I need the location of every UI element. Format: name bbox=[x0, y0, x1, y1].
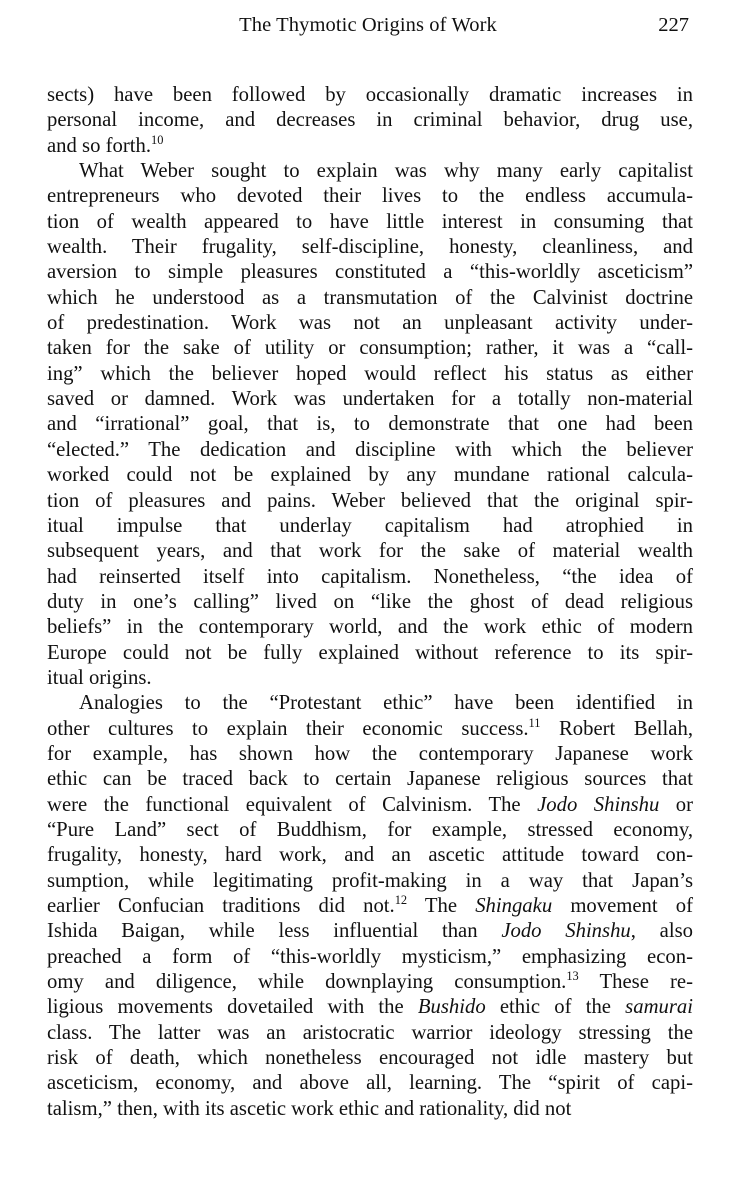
text-line bbox=[47, 742, 693, 767]
text-line bbox=[47, 260, 693, 285]
paragraph bbox=[47, 159, 693, 691]
text-line bbox=[47, 793, 693, 818]
text-line bbox=[47, 235, 693, 260]
text-segment: “elected.” The dedication and discipline with which the believer bbox=[47, 438, 693, 461]
text-segment: of predestination. Work was not an unpleasant activity under- bbox=[47, 312, 693, 335]
text-segment: sects) have been followed by occasionally dramatic increases in bbox=[47, 84, 693, 106]
text-line bbox=[47, 210, 693, 235]
text-segment: and “irrational” goal, that is, to demonstrate that one had been bbox=[47, 413, 693, 436]
text-segment: were the functional equivalent of Calvinism. The bbox=[47, 793, 538, 816]
text-segment: beliefs” in the contemporary world, and the work ethic of modern bbox=[47, 616, 693, 639]
text-line bbox=[47, 1046, 693, 1071]
text-segment: preached a form of “this-worldly mysticism,” emphasizing econ- bbox=[47, 945, 693, 968]
text-line bbox=[47, 666, 693, 691]
text-line bbox=[47, 108, 693, 133]
body-text bbox=[47, 83, 693, 1122]
text-segment: The bbox=[407, 895, 476, 917]
text-segment: had reinserted itself into capitalism. Nonetheless, “the idea of bbox=[47, 565, 693, 588]
text-line bbox=[47, 539, 693, 564]
text-line bbox=[47, 362, 693, 387]
text-segment: What Weber sought to explain was why many early capitalist bbox=[79, 160, 693, 183]
text-segment: saved or damned. Work was undertaken for a totally non-material bbox=[47, 388, 693, 411]
text-line bbox=[47, 159, 693, 184]
text-segment: , also bbox=[630, 920, 694, 943]
text-segment: ethic can be traced back to certain Japanese religious sources that bbox=[47, 768, 693, 791]
text-segment: Europe could not be fully explained without reference to its spir- bbox=[47, 641, 693, 664]
page-header bbox=[0, 10, 736, 40]
text-segment: asceticism, economy, and above all, learning. The “spirit of capi- bbox=[47, 1072, 693, 1095]
running-title: The Thymotic Origins of Work bbox=[239, 14, 497, 36]
text-segment: tion of wealth appeared to have little interest in consuming that bbox=[47, 210, 693, 233]
text-line bbox=[47, 83, 693, 108]
text-segment: Robert Bellah, bbox=[540, 717, 693, 740]
text-line bbox=[47, 438, 693, 463]
text-line bbox=[47, 286, 693, 311]
text-line bbox=[47, 818, 693, 843]
text-line bbox=[47, 590, 693, 615]
italic-term: Bushido bbox=[417, 996, 486, 1019]
text-segment: subsequent years, and that work for the sake of material wealth bbox=[47, 540, 693, 563]
text-segment: other cultures to explain their economic success. bbox=[47, 717, 529, 740]
text-segment: talism,” then, with its ascetic work ethic and rationality, did not bbox=[47, 1097, 572, 1120]
paragraph bbox=[47, 83, 693, 159]
italic-term: Jodo Shinshu bbox=[501, 920, 631, 943]
text-segment: Analogies to the “Protestant ethic” have been identified in bbox=[79, 692, 693, 715]
text-line bbox=[47, 919, 693, 944]
text-segment: wealth. Their frugality, self-discipline, honesty, cleanliness, and bbox=[47, 236, 693, 259]
text-segment: worked could not be explained by any mundane rational calcula- bbox=[47, 464, 693, 487]
text-segment: risk of death, which nonetheless encouraged not idle mastery but bbox=[47, 1047, 693, 1070]
text-line bbox=[47, 843, 693, 868]
footnote-ref: 11 bbox=[528, 715, 541, 730]
text-segment: earlier Confucian traditions did not. bbox=[47, 895, 395, 917]
footnote-ref: 10 bbox=[151, 132, 164, 147]
italic-term: samurai bbox=[625, 996, 693, 1019]
text-line bbox=[47, 615, 693, 640]
italic-term: Shingaku bbox=[475, 895, 553, 917]
text-line bbox=[47, 691, 693, 716]
text-segment: and so forth. bbox=[47, 134, 151, 157]
text-line bbox=[47, 184, 693, 209]
text-line bbox=[47, 995, 693, 1020]
text-segment: ing” which the believer hoped would reflect his status as either bbox=[47, 362, 693, 385]
text-line bbox=[47, 1097, 693, 1122]
text-segment: Ishida Baigan, while less influential than bbox=[47, 920, 502, 943]
text-line bbox=[47, 1071, 693, 1096]
page-number: 227 bbox=[658, 14, 689, 36]
text-segment: itual origins. bbox=[47, 666, 152, 689]
text-line bbox=[47, 514, 693, 539]
text-line bbox=[47, 894, 693, 919]
text-line bbox=[47, 387, 693, 412]
text-line bbox=[47, 869, 693, 894]
text-segment: entrepreneurs who devoted their lives to the endless accumula- bbox=[47, 185, 693, 208]
text-line bbox=[47, 717, 693, 742]
text-line bbox=[47, 565, 693, 590]
text-segment: sumption, while legitimating profit-making in a way that Japan’s bbox=[47, 869, 693, 892]
text-segment: taken for the sake of utility or consumption; rather, it was a “call- bbox=[47, 337, 693, 360]
text-segment: duty in one’s calling” lived on “like the ghost of dead religious bbox=[47, 590, 693, 613]
text-line bbox=[47, 412, 693, 437]
text-segment: or bbox=[659, 793, 694, 816]
text-segment: ligious movements dovetailed with the bbox=[47, 996, 418, 1019]
text-segment: frugality, honesty, hard work, and an ascetic attitude toward con- bbox=[47, 844, 693, 867]
text-segment: personal income, and decreases in criminal behavior, drug use, bbox=[47, 109, 693, 132]
text-line bbox=[47, 311, 693, 336]
text-line bbox=[47, 489, 693, 514]
paragraph bbox=[47, 691, 693, 1122]
text-line bbox=[47, 945, 693, 970]
footnote-ref: 12 bbox=[394, 892, 408, 907]
text-segment: which he understood as a transmutation of the Calvinist doctrine bbox=[47, 286, 693, 309]
footnote-ref: 13 bbox=[566, 968, 579, 983]
text-line bbox=[47, 463, 693, 488]
text-segment: class. The latter was an aristocratic warrior ideology stressing the bbox=[47, 1021, 693, 1044]
text-line bbox=[47, 767, 693, 792]
text-line bbox=[47, 336, 693, 361]
text-segment: itual impulse that underlay capitalism had atrophied in bbox=[47, 514, 693, 537]
text-line bbox=[47, 1021, 693, 1046]
text-segment: tion of pleasures and pains. Weber believed that the original spir- bbox=[47, 489, 693, 512]
text-segment: aversion to simple pleasures constituted a “this-worldly asceticism” bbox=[47, 261, 693, 284]
text-segment: omy and diligence, while downplaying consumption. bbox=[47, 971, 567, 994]
text-segment: “Pure Land” sect of Buddhism, for example, stressed economy, bbox=[47, 818, 693, 841]
italic-term: Jodo Shinshu bbox=[537, 793, 660, 816]
text-line bbox=[47, 641, 693, 666]
text-segment: ethic of the bbox=[485, 996, 626, 1019]
text-line bbox=[47, 134, 693, 159]
text-segment: for example, has shown how the contemporary Japanese work bbox=[47, 742, 693, 765]
text-segment: These re- bbox=[578, 971, 693, 994]
text-segment: movement of bbox=[552, 895, 694, 917]
text-line bbox=[47, 970, 693, 995]
